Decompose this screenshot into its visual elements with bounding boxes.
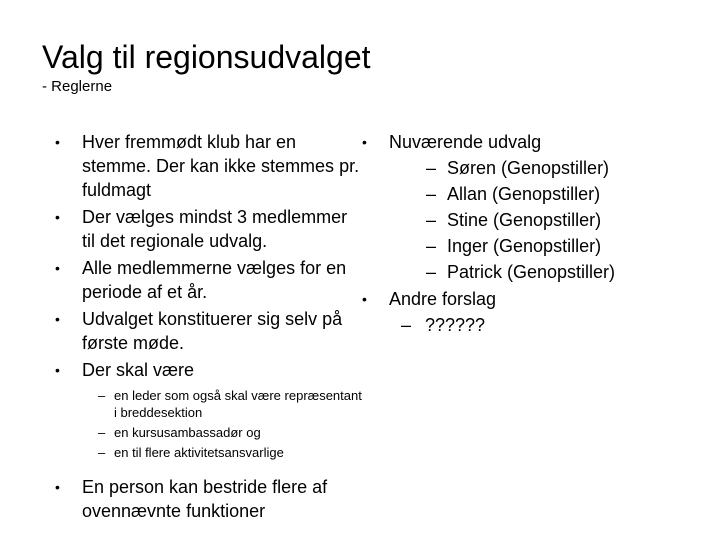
- rule-bullet: [55, 307, 365, 355]
- proposal-item: [389, 313, 692, 337]
- member-item: [389, 182, 692, 206]
- rule-bullet: [55, 256, 365, 304]
- member-name: Stine (Genopstiller): [447, 210, 602, 230]
- bullet-icon: •: [55, 260, 60, 276]
- member-list: [389, 156, 692, 284]
- current-committee-label: Nuværende udvalg: [389, 132, 542, 152]
- member-item: [389, 260, 692, 284]
- proposal-text: ??????: [425, 315, 486, 335]
- bullet-icon: •: [362, 134, 367, 150]
- member-name: Søren (Genopstiller): [447, 158, 610, 178]
- spacer: [55, 461, 365, 475]
- role-item: [82, 424, 365, 441]
- rules-column: [55, 130, 365, 523]
- bullet-icon: •: [55, 134, 60, 150]
- member-name: Inger (Genopstiller): [447, 236, 602, 256]
- role-item: [82, 387, 365, 421]
- slide-title: Valg til regionsudvalget: [42, 39, 371, 75]
- bullet-icon: •: [55, 479, 60, 495]
- rule-text: Alle medlemmerne vælges for en periode af et år.: [82, 258, 347, 302]
- rule-text: Der vælges mindst 3 medlemmer til det regionale udvalg.: [82, 207, 348, 251]
- proposal-list: [389, 313, 692, 337]
- rule-bullet: [55, 475, 365, 523]
- dash-icon: –: [426, 262, 437, 282]
- slide-subtitle: - Reglerne: [42, 78, 113, 95]
- rule-text: Der skal være: [82, 360, 195, 380]
- member-item: [389, 208, 692, 232]
- role-sublist: [82, 387, 365, 461]
- member-item: [389, 156, 692, 180]
- bullet-icon: •: [55, 362, 60, 378]
- bullet-icon: •: [362, 291, 367, 307]
- member-item: [389, 234, 692, 258]
- other-proposals: [362, 287, 692, 337]
- bullet-icon: •: [55, 311, 60, 327]
- dash-icon: –: [98, 445, 106, 460]
- dash-icon: –: [426, 158, 437, 178]
- dash-icon: –: [426, 184, 437, 204]
- dash-icon: –: [401, 315, 412, 335]
- dash-icon: –: [426, 210, 437, 230]
- dash-icon: –: [98, 425, 106, 440]
- current-committee: [362, 130, 692, 284]
- rule-text: Hver fremmødt klub har en stemme. Der kan ikke stemmes pr. fuldmagt: [82, 132, 360, 200]
- dash-icon: –: [98, 388, 106, 403]
- rule-text: Udvalget konstituerer sig selv på første møde.: [82, 309, 343, 353]
- role-text: en leder som også skal være repræsentant i breddesektion: [114, 388, 362, 420]
- rule-bullet: [55, 205, 365, 253]
- role-text: en til flere aktivitetsansvarlige: [114, 445, 284, 460]
- rule-bullet: [55, 130, 365, 202]
- rule-text: En person kan bestride flere af ovennævnte funktioner: [82, 477, 328, 521]
- bullet-icon: •: [55, 209, 60, 225]
- other-proposals-label: Andre forslag: [389, 289, 497, 309]
- role-text: en kursusambassadør og: [114, 425, 261, 440]
- role-item: [82, 444, 365, 461]
- candidates-column: [362, 130, 692, 337]
- member-name: Patrick (Genopstiller): [447, 262, 616, 282]
- dash-icon: –: [426, 236, 437, 256]
- rule-bullet: [55, 358, 365, 461]
- member-name: Allan (Genopstiller): [447, 184, 601, 204]
